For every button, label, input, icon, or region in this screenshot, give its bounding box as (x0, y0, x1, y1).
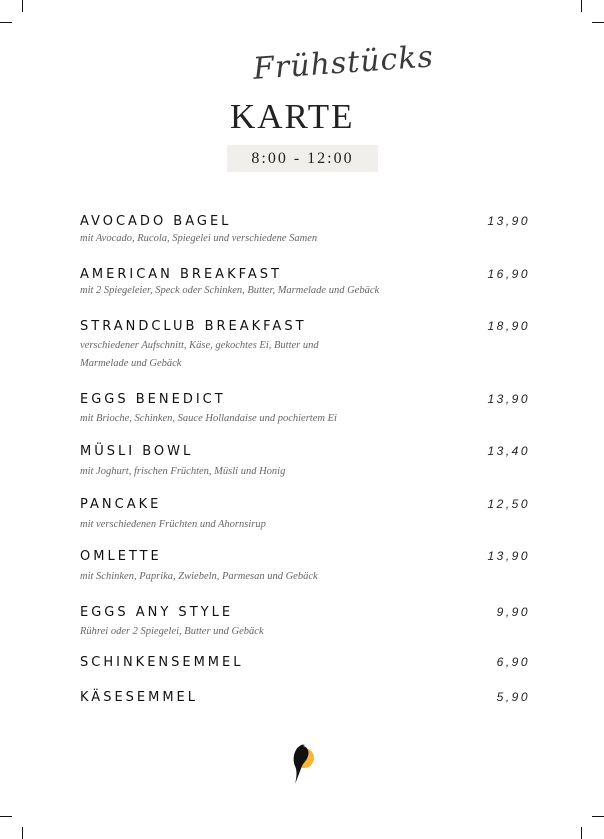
menu-item-description: mit verschiedenen Früchten und Ahornsirup (80, 519, 266, 530)
menu-item (80, 690, 530, 705)
menu-item (80, 497, 530, 534)
menu-item (80, 392, 530, 428)
menu-item (80, 319, 530, 373)
menu-item (80, 267, 530, 300)
menu-item-price: 13,90 (487, 392, 530, 406)
crop-mark-top-right (581, 0, 582, 12)
menu-item-price: 9,90 (496, 605, 530, 619)
menu-item-name: PANCAKE (80, 497, 162, 512)
menu-item-name: EGGS ANY STYLE (80, 605, 234, 620)
menu-item-price: 13,90 (487, 214, 530, 228)
menu-item-name: OMLETTE (80, 549, 162, 564)
opening-hours: 8:00 - 12:00 (227, 145, 378, 172)
crop-mark-top-right-h (592, 22, 604, 23)
menu-item-name: EGGS BENEDICT (80, 392, 226, 407)
menu-item-name: STRANDCLUB BREAKFAST (80, 319, 307, 334)
menu-item-description: mit Brioche, Schinken, Sauce Hollandaise und pochiertem Ei (80, 413, 337, 424)
menu-item-description: mit 2 Spiegeleier, Speck oder Schinken, Butter, Marmelade und Gebäck (80, 285, 380, 296)
script-title: Frühstücks (252, 39, 435, 87)
menu-item (80, 655, 530, 670)
menu-item (80, 444, 530, 481)
menu-item-price: 13,90 (487, 549, 530, 563)
menu-item (80, 605, 530, 641)
crop-mark-bottom-right-h (592, 816, 604, 817)
menu-item-name: KÄSESEMMEL (80, 690, 199, 705)
parrot-sun-logo-icon (286, 742, 318, 788)
crop-mark-bottom-left (22, 827, 23, 839)
menu-item-description: Rührei oder 2 Spiegelei, Butter und Gebäck (80, 626, 264, 637)
crop-mark-bottom-right (581, 827, 582, 839)
menu-item (80, 214, 530, 248)
crop-mark-bottom-left-h (0, 816, 12, 817)
menu-item-price: 12,50 (487, 497, 530, 511)
menu-item-description: mit Avocado, Rucola, Spiegelei und verschiedene Samen (80, 233, 318, 244)
menu-item (80, 549, 530, 586)
menu-item-name: SCHINKENSEMMEL (80, 655, 244, 670)
crop-mark-top-left-h (0, 22, 12, 23)
menu-item-name: AVOCADO BAGEL (80, 214, 232, 229)
menu-item-price: 16,90 (487, 267, 530, 281)
menu-item-price: 13,40 (487, 444, 530, 458)
menu-item-description: verschiedener Aufschnitt, Käse, gekochtes Ei, Butter und Marmelade und Gebäck (80, 340, 319, 369)
menu-item-price: 6,90 (496, 655, 530, 669)
menu-item-name: AMERICAN BREAKFAST (80, 267, 282, 282)
menu-item-description: mit Schinken, Paprika, Zwiebeln, Parmesan und Gebäck (80, 571, 318, 582)
menu-item-price: 18,90 (487, 319, 530, 333)
menu-item-description: mit Joghurt, frischen Früchten, Müsli und Honig (80, 466, 286, 477)
menu-item-name: MÜSLI BOWL (80, 444, 194, 459)
menu-item-price: 5,90 (496, 690, 530, 704)
crop-mark-top-left (22, 0, 23, 12)
page-title: KARTE (230, 97, 355, 136)
